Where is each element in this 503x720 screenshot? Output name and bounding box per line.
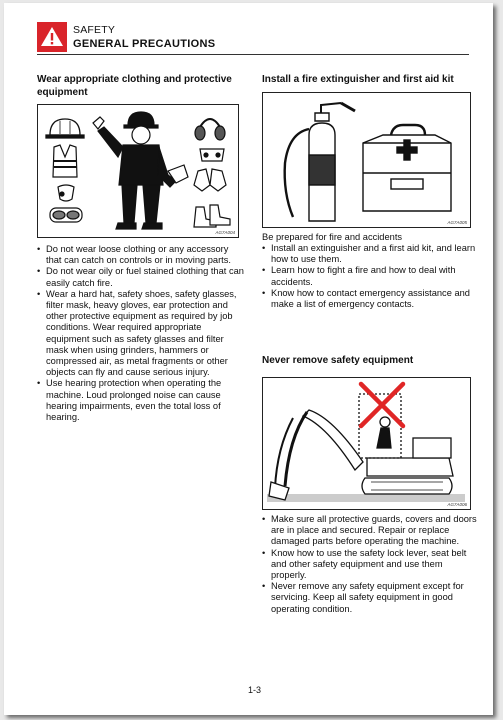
extinguisher-figure: [262, 92, 471, 228]
list-item: • Know how to contact emergency assistance and make a list of emergency contacts.: [262, 288, 477, 310]
manual-page: [4, 3, 493, 715]
safety-equipment-heading: Never remove safety equipment: [262, 355, 414, 366]
clothing-bullet-list: [37, 244, 245, 423]
safety-glasses-icon: [50, 208, 82, 222]
safety-equipment-bullet-list: [262, 514, 477, 615]
list-item: • Install an extinguisher and a first aid kit, and learn how to use them.: [262, 243, 477, 265]
fire-extinguisher-icon: [285, 103, 355, 221]
excavator-illustration: [263, 378, 470, 509]
warning-triangle-icon: [40, 25, 64, 49]
gloves-icon: [194, 169, 226, 191]
clothing-heading: Wear appropriate clothing and protective equipment: [37, 74, 232, 98]
page-header: [37, 22, 469, 55]
ground-strip: [267, 494, 465, 502]
list-item: • Use hearing protection when operating the machine. Loud prolonged noise can cause hearing impairments, even the total loss of hearing.: [37, 378, 245, 423]
excavator-icon: [269, 394, 453, 500]
header-divider: [37, 54, 469, 55]
worker-icon: [93, 112, 188, 229]
figure-id: AG7A004: [215, 230, 235, 235]
fire-intro-text: Be prepared for fire and accidents: [262, 232, 403, 242]
page-number: 1-3: [248, 685, 262, 695]
figure-id: AG7A005: [447, 220, 467, 225]
fire-extinguisher-heading: Install a fire extinguisher and first aid kit: [262, 74, 454, 85]
safety-shoes-icon: [194, 205, 230, 227]
list-item: • Do not wear oily or fuel stained clothing that can easily catch fire.: [37, 266, 245, 288]
protective-equipment-illustration: [38, 105, 238, 237]
list-item: • Know how to use the safety lock lever, seat belt and other safety equipment and use them properly.: [262, 548, 477, 582]
safety-vest-icon: [53, 145, 77, 177]
list-item: • Learn how to fight a fire and how to deal with accidents.: [262, 265, 477, 287]
hard-hat-icon: [46, 119, 84, 138]
list-item: • Never remove any safety equipment except for servicing. Keep all safety equipment in good operating condition.: [262, 581, 477, 615]
list-item: • Make sure all protective guards, covers and doors are in place and secured. Repair or replace damaged parts before operating the machine.: [262, 514, 477, 548]
fire-bullet-list: [262, 243, 477, 310]
figure-id: AG7A006: [447, 502, 467, 507]
extinguisher-first-aid-illustration: [263, 93, 470, 227]
warning-badge: [37, 22, 67, 52]
filter-mask-icon: [58, 185, 74, 201]
first-aid-kit-icon: [363, 125, 451, 211]
list-item: • Wear a hard hat, safety shoes, safety glasses, filter mask, heavy gloves, ear protection and other protective equipment as required by job conditions. Wear required appropriate equipment such as safety glasses and filter mask when using grinders, hammers or compressed air, as metal fragments or other objects can fly and cause serious injury.: [37, 289, 245, 379]
page-title: GENERAL PRECAUTIONS: [73, 38, 216, 50]
ear-protection-icon: [195, 119, 225, 140]
respirator-icon: [200, 149, 224, 161]
protective-equipment-figure: [37, 104, 239, 238]
excavator-figure: [262, 377, 471, 510]
section-label: SAFETY: [73, 24, 116, 36]
list-item: • Do not wear loose clothing or any accessory that can catch on controls or in moving parts.: [37, 244, 245, 266]
